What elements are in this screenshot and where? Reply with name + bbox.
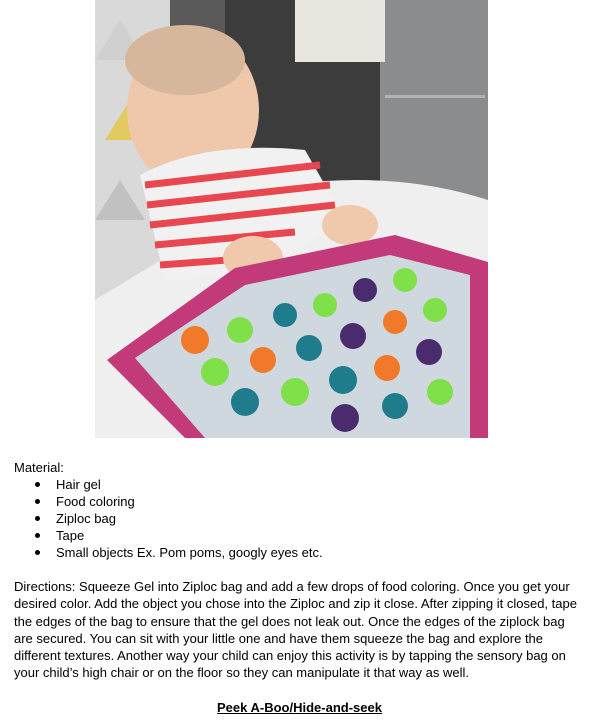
material-label: Material: [14, 460, 64, 475]
list-item [34, 544, 323, 561]
list-item [34, 527, 323, 544]
material-item-label: Food coloring [56, 494, 135, 509]
bullet-icon [35, 533, 40, 538]
bullet-icon [35, 550, 40, 555]
bullet-icon [35, 516, 40, 521]
section-heading: Peek A-Boo/Hide-and-seek [217, 700, 382, 715]
bullet-icon [35, 499, 40, 504]
list-item [34, 493, 323, 510]
material-item-label: Tape [56, 528, 85, 543]
material-item-label: Hair gel [56, 477, 101, 492]
baby-sensory-bag-photo [95, 0, 488, 438]
fridge-note [295, 0, 385, 62]
materials-list [34, 476, 323, 561]
material-item-label: Small objects Ex. Pom poms, googly eyes etc. [56, 545, 323, 560]
list-item [34, 510, 323, 527]
bullet-icon [35, 482, 40, 487]
directions-paragraph: Directions: Squeeze Gel into Ziploc bag and add a few drops of food coloring. Once you get your desired color. Add the object you chose into the Ziploc and zip it close. After zipping it closed, tape the edges of the bag to ensure that the gel does not leak out. Once the edges of the ziplock bag are secured. You can sit with your little one and have them squeeze the bag and explore the different textures. Another way your child can enjoy this activity is by tapping the sensory bag on your child’s high chair or on the floor so they can manipulate it that way as well. [14, 579, 577, 681]
list-item [34, 476, 323, 493]
photo-illustration [95, 0, 488, 438]
material-item-label: Ziploc bag [56, 511, 116, 526]
